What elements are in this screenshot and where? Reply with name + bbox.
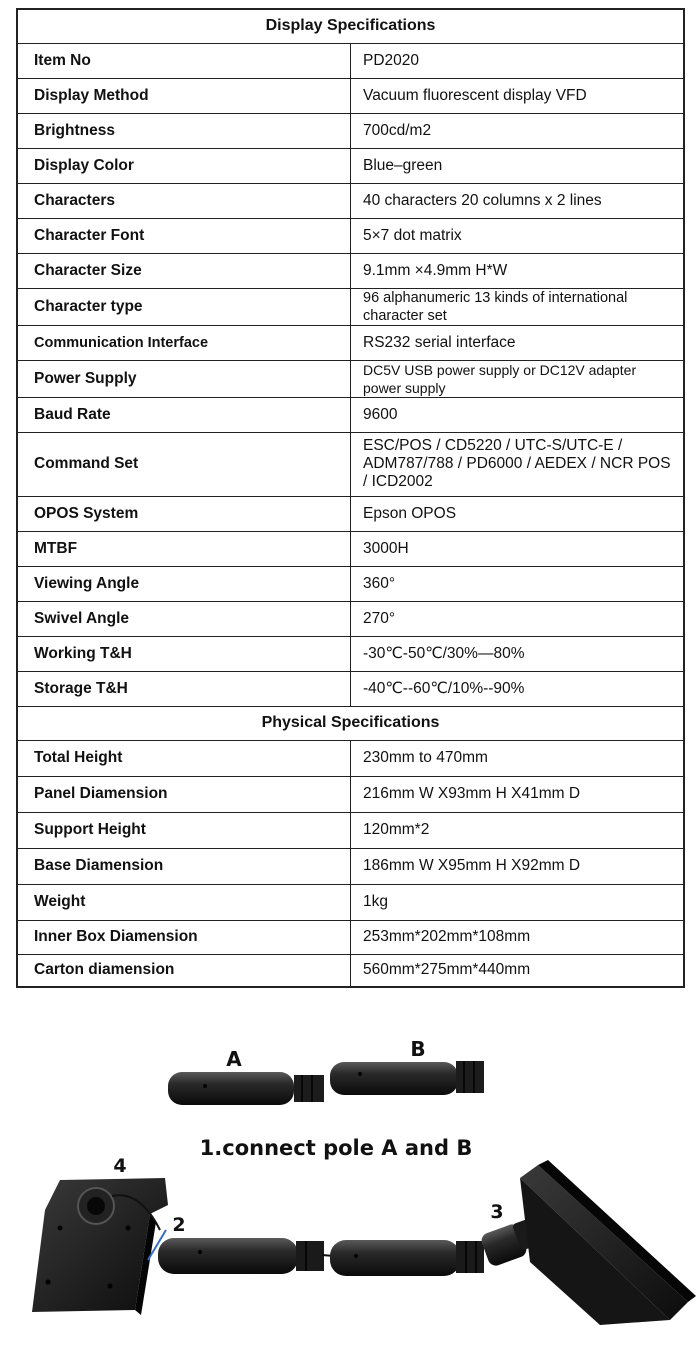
table-row [17, 884, 684, 920]
table-row [17, 218, 684, 253]
spec-value: Vacuum fluorescent display VFD [351, 78, 685, 113]
spec-label: MTBF [17, 531, 351, 566]
table-row [17, 43, 684, 78]
table-row [17, 740, 684, 776]
table-row [17, 776, 684, 812]
spec-label: Carton diamension [17, 954, 351, 987]
spec-value: 120mm*2 [351, 812, 685, 848]
spec-label: Baud Rate [17, 397, 351, 432]
table-row [17, 325, 684, 360]
spec-label: Characters [17, 183, 351, 218]
spec-value: 560mm*275mm*440mm [351, 954, 685, 987]
table-row [17, 920, 684, 954]
callout-4: 4 [113, 1155, 127, 1177]
spec-label: Panel Diamension [17, 776, 351, 812]
spec-label: Command Set [17, 432, 351, 496]
table-row [17, 78, 684, 113]
spec-value: PD2020 [351, 43, 685, 78]
table-row [17, 288, 684, 325]
spec-label: Viewing Angle [17, 566, 351, 601]
table-row [17, 397, 684, 432]
spec-value: 3000H [351, 531, 685, 566]
table-row [17, 496, 684, 531]
table-row [17, 253, 684, 288]
spec-value: 360° [351, 566, 685, 601]
assembly-illustration [0, 1000, 700, 1347]
spec-label: Item No [17, 43, 351, 78]
pole-a-label: A [226, 1047, 242, 1071]
table-row [17, 432, 684, 496]
table-row [17, 148, 684, 183]
spec-value: 1kg [351, 884, 685, 920]
spec-label: Character Font [17, 218, 351, 253]
table-row [17, 601, 684, 636]
physical-section-title: Physical Specifications [17, 706, 684, 740]
spec-value: ESC/POS / CD5220 / UTC-S/UTC-E / ADM787/788 / PD6000 / AEDEX / NCR POS / ICD2002 [351, 432, 685, 496]
table-row [17, 360, 684, 397]
table-row [17, 113, 684, 148]
spec-value: 5×7 dot matrix [351, 218, 685, 253]
spec-value: Epson OPOS [351, 496, 685, 531]
spec-label: Storage T&H [17, 671, 351, 706]
display-panel [520, 1160, 696, 1325]
pole-b-label: B [410, 1037, 426, 1061]
base-plate [32, 1178, 168, 1315]
spec-label: Weight [17, 884, 351, 920]
display-section-title: Display Specifications [17, 9, 684, 43]
spec-value: 9600 [351, 397, 685, 432]
table-row [17, 671, 684, 706]
table-row [17, 954, 684, 987]
spec-value: 9.1mm ×4.9mm H*W [351, 253, 685, 288]
spec-value: 230mm to 470mm [351, 740, 685, 776]
spec-label: Character Size [17, 253, 351, 288]
table-row [17, 566, 684, 601]
spec-label: Display Method [17, 78, 351, 113]
spec-label: Support Height [17, 812, 351, 848]
spec-label: Inner Box Diamension [17, 920, 351, 954]
display-section-header [17, 9, 684, 43]
table-row [17, 812, 684, 848]
table-row [17, 531, 684, 566]
spec-label: Display Color [17, 148, 351, 183]
spec-label: OPOS System [17, 496, 351, 531]
lower-pole-b [330, 1240, 484, 1276]
spec-value: 40 characters 20 columns x 2 lines [351, 183, 685, 218]
spec-value: DC5V USB power supply or DC12V adapter power supply [351, 360, 685, 397]
physical-section-header [17, 706, 684, 740]
spec-value: 270° [351, 601, 685, 636]
spec-value: 186mm W X95mm H X92mm D [351, 848, 685, 884]
spec-value: 253mm*202mm*108mm [351, 920, 685, 954]
assembly-drawing [0, 1000, 700, 1347]
spec-value: 96 alphanumeric 13 kinds of international character set [351, 288, 685, 325]
spec-value: 700cd/m2 [351, 113, 685, 148]
spec-value: Blue–green [351, 148, 685, 183]
spec-label: Swivel Angle [17, 601, 351, 636]
spec-label: Base Diamension [17, 848, 351, 884]
spec-value: RS232 serial interface [351, 325, 685, 360]
spec-table [16, 8, 685, 988]
lower-pole-a [158, 1238, 324, 1274]
spec-label: Communication Interface [17, 325, 351, 360]
step-1-caption: 1.connect pole A and B [199, 1136, 473, 1160]
callout-3: 3 [490, 1201, 504, 1223]
spec-value: 216mm W X93mm H X41mm D [351, 776, 685, 812]
table-row [17, 183, 684, 218]
table-row [17, 636, 684, 671]
spec-value: -40℃--60℃/10%--90% [351, 671, 685, 706]
spec-label: Character type [17, 288, 351, 325]
pole-a [168, 1072, 324, 1105]
spec-label: Brightness [17, 113, 351, 148]
spec-label: Power Supply [17, 360, 351, 397]
spec-label: Total Height [17, 740, 351, 776]
pole-b [330, 1061, 484, 1095]
table-row [17, 848, 684, 884]
callout-2: 2 [172, 1214, 186, 1236]
spec-value: -30℃-50℃/30%—80% [351, 636, 685, 671]
spec-label: Working T&H [17, 636, 351, 671]
